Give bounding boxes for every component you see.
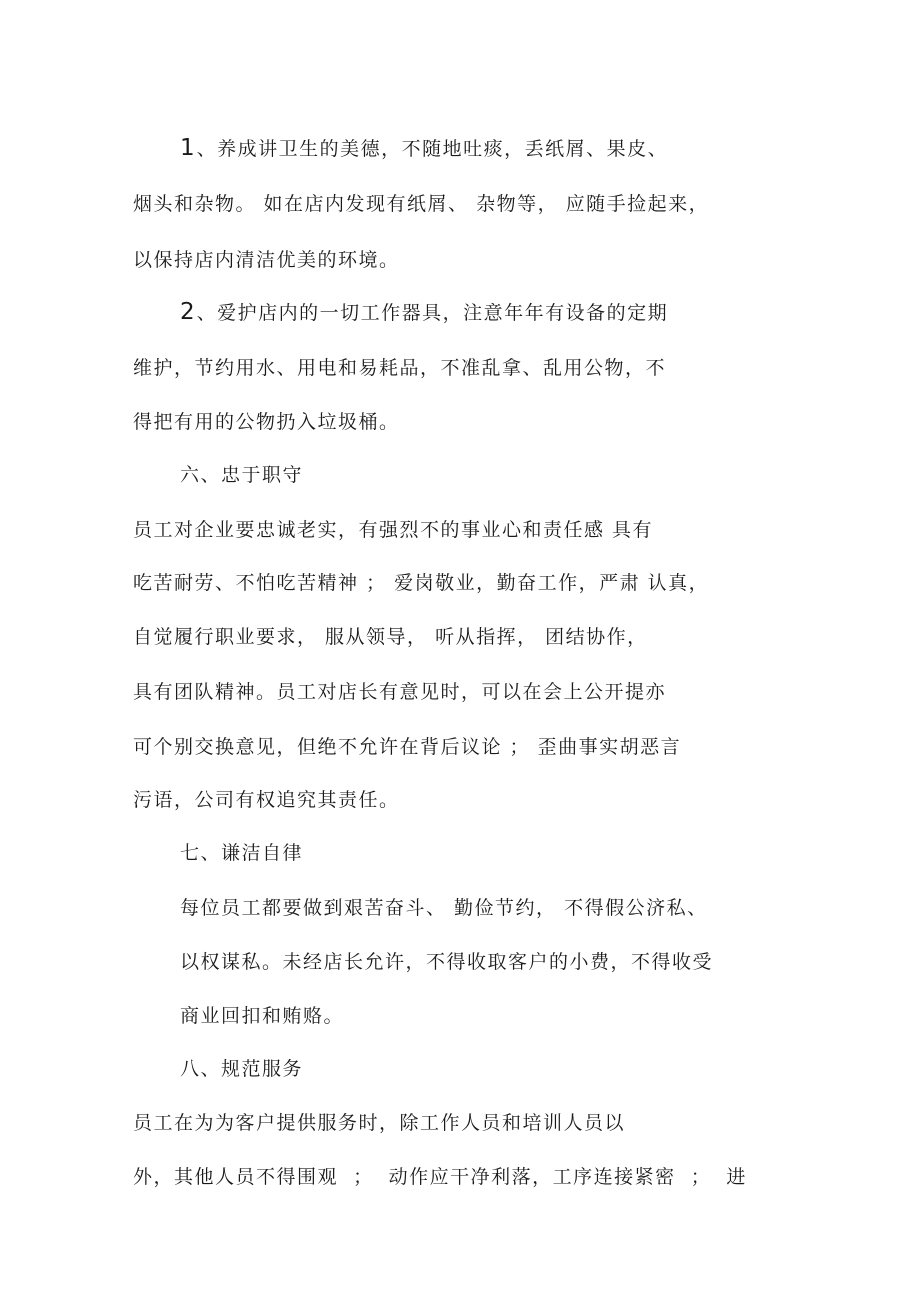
paragraph-line: 每位员工都要做到艰苦奋斗、 勤俭节约， 不得假公济私、: [180, 897, 708, 919]
paragraph-line: 以保持店内清洁优美的环境。: [133, 249, 400, 271]
paragraph-line: 具有团队精神。员工对店长有意见时，可以在会上公开提亦: [133, 681, 667, 703]
item-number: 2: [180, 299, 197, 325]
paragraph-line: 可个别交换意见，但绝不允许在背后议论 ； 歪曲事实胡恶言: [133, 736, 682, 758]
paragraph-line: 以权谋私。未经店长允许，不得收取客户的小费，不得收受: [180, 951, 714, 973]
paragraph-line: 外，其他人员不得围观 ； 动作应干净利落，工序连接紧密 ； 进: [133, 1166, 747, 1188]
section-heading: 八、规范服务: [180, 1058, 304, 1080]
paragraph-line: [180, 299, 668, 326]
paragraph-line: 吃苦耐劳、不怕吃苦精神 ； 爱岗敬业，勤奋工作，严肃 认真，: [133, 572, 710, 594]
line-text: 、爱护店内的一切工作器具，注意年年有设备的定期: [196, 302, 669, 324]
item-number: 1: [180, 135, 197, 161]
paragraph-line: 员工对企业要忠诚老实，有强烈不的事业心和责任感 具有: [133, 519, 654, 541]
paragraph-line: 污语，公司有权追究其责任。: [133, 789, 400, 811]
paragraph-line: 得把有用的公物扔入垃圾桶。: [133, 411, 400, 433]
paragraph-line: 烟头和杂物。 如在店内发现有纸屑、 杂物等， 应随手捡起来，: [133, 193, 710, 215]
line-text: 、养成讲卫生的美德，不随地吐痰，丢纸屑、果皮、: [196, 138, 669, 160]
paragraph-line: 员工在为为客户提供服务时，除工作人员和培训人员以: [133, 1112, 626, 1134]
section-heading: 六、忠于职守: [180, 464, 304, 486]
paragraph-line: [180, 135, 668, 162]
paragraph-line: 维护，节约用水、用电和易耗品，不准乱拿、乱用公物，不: [133, 357, 667, 379]
paragraph-line: 商业回扣和贿赂。: [180, 1005, 345, 1027]
section-heading: 七、谦洁自律: [180, 842, 304, 864]
paragraph-line: 自觉履行职业要求， 服从领导， 听从指挥， 团结协作，: [133, 626, 648, 648]
